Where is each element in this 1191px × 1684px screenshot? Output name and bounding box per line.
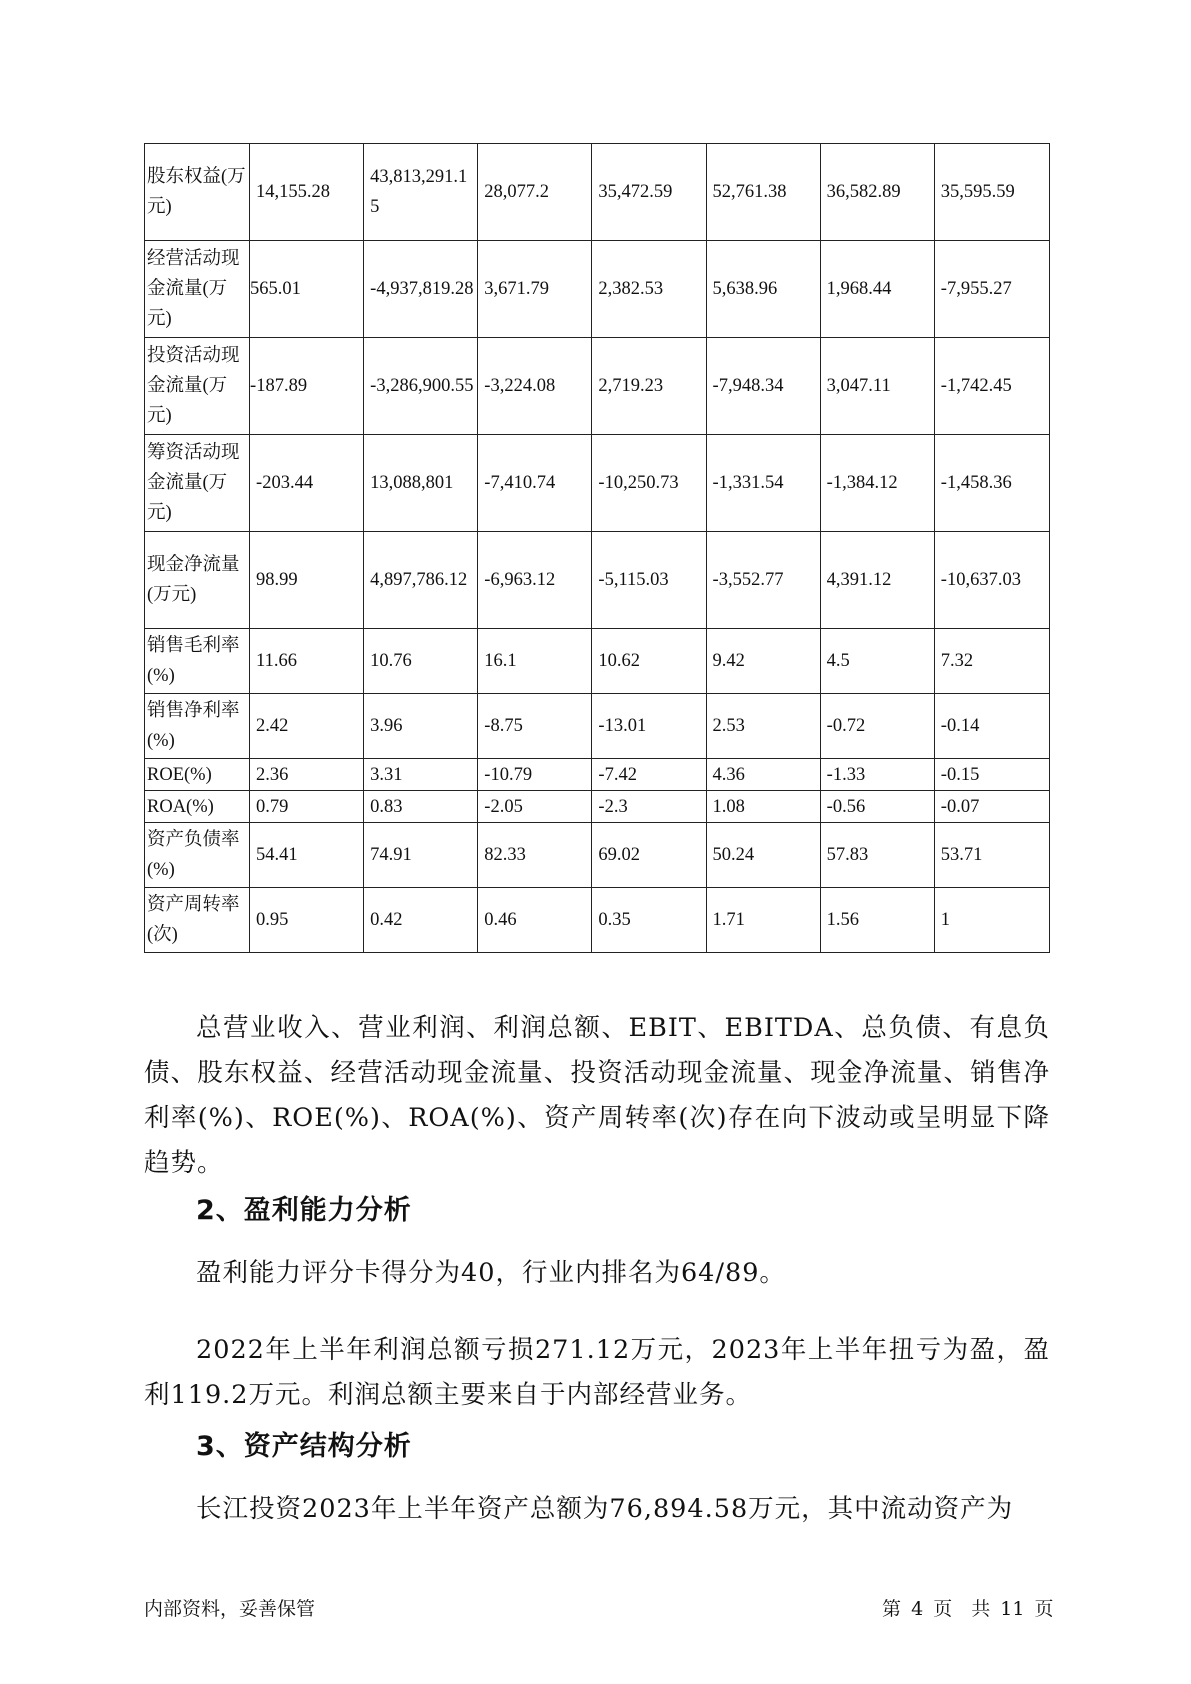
row-label: ROA(%): [145, 791, 250, 823]
financial-table: [144, 143, 1050, 953]
table-row: [145, 629, 1050, 694]
table-cell: -187.89: [250, 338, 364, 435]
table-cell: 0.46: [478, 888, 592, 953]
table-cell: 16.1: [478, 629, 592, 694]
row-label: 股东权益(万元): [145, 144, 250, 241]
profit-text: 2022年上半年利润总额亏损271.12万元，2023年上半年扭亏为盈，盈利119.2万元。利润总额主要来自于内部经营业务。: [144, 1335, 1050, 1410]
table-row: [145, 759, 1050, 791]
page-total: 11: [1000, 1598, 1025, 1620]
table-cell: 4,897,786.12: [364, 532, 478, 629]
table-cell: 2.42: [250, 694, 364, 759]
table-cell: 0.79: [250, 791, 364, 823]
table-cell: 54.41: [250, 823, 364, 888]
footer-confidential-note: 内部资料，妥善保管: [144, 1598, 316, 1620]
table-cell: 3,047.11: [820, 338, 934, 435]
page-current: 4: [911, 1598, 924, 1620]
table-cell: -1.33: [820, 759, 934, 791]
table-cell: 1.56: [820, 888, 934, 953]
table-row: [145, 435, 1050, 532]
table-cell: -7,955.27: [934, 241, 1049, 338]
profitability-score-text: 盈利能力评分卡得分为40，行业内排名为64/89。: [196, 1258, 786, 1288]
table-row: [145, 532, 1050, 629]
table-cell: 0.42: [364, 888, 478, 953]
table-cell: 565.01: [250, 241, 364, 338]
table-cell: -203.44: [250, 435, 364, 532]
section-heading-asset-structure: 3、资产结构分析: [196, 1431, 412, 1462]
table-cell: -10,250.73: [592, 435, 706, 532]
table-cell: 53.71: [934, 823, 1049, 888]
asset-structure-text: 长江投资2023年上半年资产总额为76,894.58万元，其中流动资产为: [196, 1494, 1014, 1524]
table-cell: -0.56: [820, 791, 934, 823]
page-mid: 页 共: [933, 1598, 991, 1620]
table-cell: 14,155.28: [250, 144, 364, 241]
row-label: 销售净利率(%): [145, 694, 250, 759]
row-label: 投资活动现金流量(万元): [145, 338, 250, 435]
table-cell: 4,391.12: [820, 532, 934, 629]
table-cell: -4,937,819.28: [364, 241, 478, 338]
table-cell: 1.71: [706, 888, 820, 953]
table-cell: 3.96: [364, 694, 478, 759]
footer-page-number: [880, 1596, 1056, 1622]
table-cell: -2.05: [478, 791, 592, 823]
table-cell: 57.83: [820, 823, 934, 888]
table-cell: -3,552.77: [706, 532, 820, 629]
table-cell: 74.91: [364, 823, 478, 888]
page-prefix: 第: [882, 1598, 902, 1620]
table-cell: -0.14: [934, 694, 1049, 759]
table-cell: 98.99: [250, 532, 364, 629]
table-row: [145, 338, 1050, 435]
row-label: ROE(%): [145, 759, 250, 791]
table-cell: 9.42: [706, 629, 820, 694]
row-label: 资产负债率(%): [145, 823, 250, 888]
table-cell: 50.24: [706, 823, 820, 888]
table-cell: -7,410.74: [478, 435, 592, 532]
table-row: [145, 241, 1050, 338]
table-cell: 0.95: [250, 888, 364, 953]
table-row: [145, 823, 1050, 888]
table-cell: -1,331.54: [706, 435, 820, 532]
table-cell: -10.79: [478, 759, 592, 791]
table-cell: -3,286,900.55: [364, 338, 478, 435]
table-cell: -6,963.12: [478, 532, 592, 629]
table-cell: 10.76: [364, 629, 478, 694]
table-cell: 3.31: [364, 759, 478, 791]
table-row: [145, 888, 1050, 953]
table-cell: -7.42: [592, 759, 706, 791]
table-cell: -2.3: [592, 791, 706, 823]
table-row: [145, 791, 1050, 823]
table-cell: -0.07: [934, 791, 1049, 823]
row-label: 资产周转率(次): [145, 888, 250, 953]
table-cell: 11.66: [250, 629, 364, 694]
table-cell: 5,638.96: [706, 241, 820, 338]
table-cell: -3,224.08: [478, 338, 592, 435]
table-cell: 43,813,291.15: [364, 144, 478, 241]
table-cell: 52,761.38: [706, 144, 820, 241]
table-cell: 35,472.59: [592, 144, 706, 241]
table-cell: -0.72: [820, 694, 934, 759]
table-cell: -7,948.34: [706, 338, 820, 435]
table-cell: 28,077.2: [478, 144, 592, 241]
table-cell: 3,671.79: [478, 241, 592, 338]
table-cell: 10.62: [592, 629, 706, 694]
table-cell: 36,582.89: [820, 144, 934, 241]
table-cell: 13,088,801: [364, 435, 478, 532]
table-cell: 2,382.53: [592, 241, 706, 338]
page-suffix: 页: [1034, 1598, 1054, 1620]
table-cell: 0.35: [592, 888, 706, 953]
row-label: 现金净流量(万元): [145, 532, 250, 629]
table-cell: -1,742.45: [934, 338, 1049, 435]
table-cell: 1.08: [706, 791, 820, 823]
table-row: [145, 694, 1050, 759]
row-label: 销售毛利率(%): [145, 629, 250, 694]
table-cell: -5,115.03: [592, 532, 706, 629]
table-cell: 2,719.23: [592, 338, 706, 435]
table-cell: 1,968.44: [820, 241, 934, 338]
section-heading-profitability: 2、盈利能力分析: [196, 1195, 412, 1226]
table-cell: 2.36: [250, 759, 364, 791]
table-cell: -8.75: [478, 694, 592, 759]
table-cell: -13.01: [592, 694, 706, 759]
table-cell: -1,458.36: [934, 435, 1049, 532]
table-cell: -0.15: [934, 759, 1049, 791]
table-cell: 2.53: [706, 694, 820, 759]
table-cell: 0.83: [364, 791, 478, 823]
table-cell: -1,384.12: [820, 435, 934, 532]
row-label: 筹资活动现金流量(万元): [145, 435, 250, 532]
table-cell: 4.36: [706, 759, 820, 791]
table-cell: 35,595.59: [934, 144, 1049, 241]
table-cell: 82.33: [478, 823, 592, 888]
table-cell: 7.32: [934, 629, 1049, 694]
table-row: [145, 144, 1050, 241]
table-cell: 69.02: [592, 823, 706, 888]
table-cell: -10,637.03: [934, 532, 1049, 629]
table-cell: 1: [934, 888, 1049, 953]
summary-paragraph: 总营业收入、营业利润、利润总额、EBIT、EBITDA、总负债、有息负债、股东权益、经营活动现金流量、投资活动现金流量、现金净流量、销售净利率(%)、ROE(%)、ROA(%)、资产周转率(次)存在向下波动或呈明显下降趋势。: [144, 1013, 1050, 1178]
row-label: 经营活动现金流量(万元): [145, 241, 250, 338]
table-cell: 4.5: [820, 629, 934, 694]
